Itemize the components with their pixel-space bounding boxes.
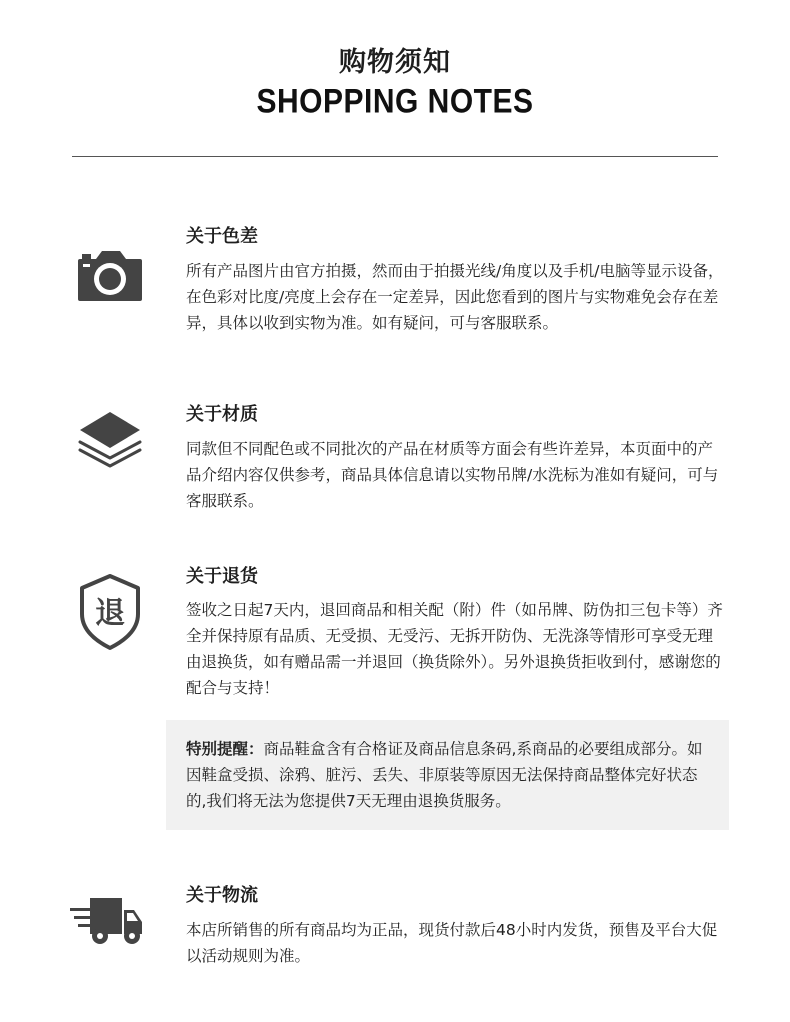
special-notice-box: [166, 720, 729, 830]
section-text: 签收之日起7天内，退回商品和相关配（附）件（如吊牌、防伪扣三包卡等）齐全并保持原有品质、无受损、无受污、无拆开防伪、无洗涤等情形可享受无理由退换货，如有赠品需一并退回（换货除外）。另外退换货拒收到付，感谢您的配合与支持！: [186, 601, 723, 697]
camera-icon: [68, 235, 152, 319]
return-shield-glyph: 退: [95, 596, 125, 631]
section-text: 所有产品图片由官方拍摄，然而由于拍摄光线/角度以及手机/电脑等显示设备，在色彩对比度/亮度上会存在一定差异，因此您看到的图片与实物难免会存在差异，具体以收到实物为准。如有疑问，可与客服联系。: [186, 262, 724, 332]
special-notice-text: [186, 736, 716, 814]
section-heading: 关于材质: [186, 404, 258, 425]
delivery-truck-icon: [68, 878, 152, 962]
page-title-cn: 购物须知: [339, 47, 451, 78]
section-heading: 关于色差: [186, 226, 258, 247]
header-divider: [72, 156, 718, 157]
special-notice-label: 特别提醒：: [186, 740, 264, 758]
return-shield-icon: [68, 570, 152, 654]
section-heading: 关于物流: [186, 885, 258, 906]
special-notice-body: 商品鞋盒含有合格证及商品信息条码,系商品的必要组成部分。如因鞋盒受损、涂鸦、脏污、丢失、非原装等原因无法保持商品整体完好状态的,我们将无法为您提供7天无理由退换货服务。: [186, 740, 703, 810]
page-title-en: SHOPPING NOTES: [256, 82, 534, 121]
section-heading: 关于退货: [186, 566, 258, 587]
section-text: 同款但不同配色或不同批次的产品在材质等方面会有些许差异，本页面中的产品介绍内容仅供参考，商品具体信息请以实物吊牌/水洗标为准如有疑问，可与客服联系。: [186, 440, 719, 510]
layers-icon: [68, 398, 152, 482]
section-text: 本店所销售的所有商品均为正品，现货付款后48小时内发货，预售及平台大促以活动规则为准。: [186, 921, 718, 965]
